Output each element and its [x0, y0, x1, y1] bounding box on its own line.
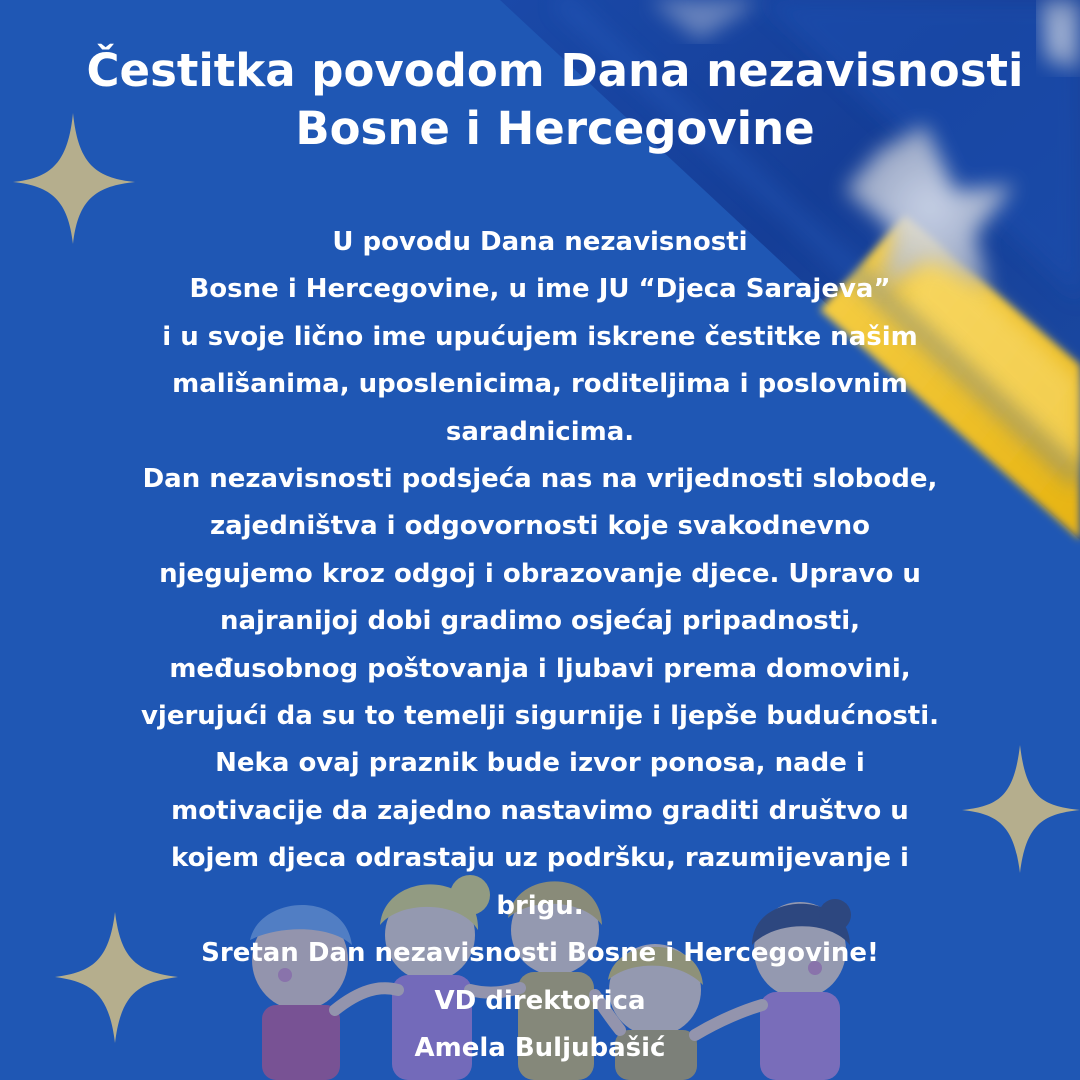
message-line: motivacije da zajedno nastavimo graditi društvo u [171, 795, 909, 826]
message-line: Neka ovaj praznik bude izvor ponosa, nade i [215, 748, 865, 779]
message-line: zajedništva i odgovornosti koje svakodnevno [209, 511, 871, 542]
signatory-name: Amela Buljubašić [414, 1032, 666, 1063]
title-line: Čestitka povodom Dana nezavisnosti [86, 44, 1024, 97]
message-line: Bosne i Hercegovine, u ime JU “Djeca Sarajeva” [189, 274, 891, 305]
message-line: njegujemo kroz odgoj i obrazovanje djece. Upravo u [159, 558, 921, 589]
message-line: međusobnog poštovanja i ljubavi prema domovini, [169, 653, 911, 684]
message-line: i u svoje lično ime upućujem iskrene čestitke našim [162, 321, 918, 352]
title-line: Bosne i Hercegovine [295, 102, 815, 155]
message-line: U povodu Dana nezavisnosti [332, 227, 748, 257]
closing-greeting: Sretan Dan nezavisnosti Bosne i Hercegovine! [201, 938, 879, 969]
message-line: brigu. [496, 890, 584, 921]
message-line: kojem djeca odrastaju uz podršku, razumijevanje i [171, 843, 909, 874]
message-line: mališanima, uposlenicima, roditeljima i poslovnim [172, 369, 908, 400]
message-line: najranijoj dobi gradimo osjećaj pripadnosti, [219, 606, 861, 637]
page-title [20, 42, 1080, 158]
message-line: saradnicima. [445, 416, 635, 447]
congratulation-message [40, 219, 1040, 1072]
message-line: Dan nezavisnosti podsjeća nas na vrijednosti slobode, [142, 464, 938, 495]
signatory-title: VD direktorica [434, 985, 646, 1016]
message-line: vjerujući da su to temelji sigurnije i ljepše budućnosti. [140, 701, 940, 732]
